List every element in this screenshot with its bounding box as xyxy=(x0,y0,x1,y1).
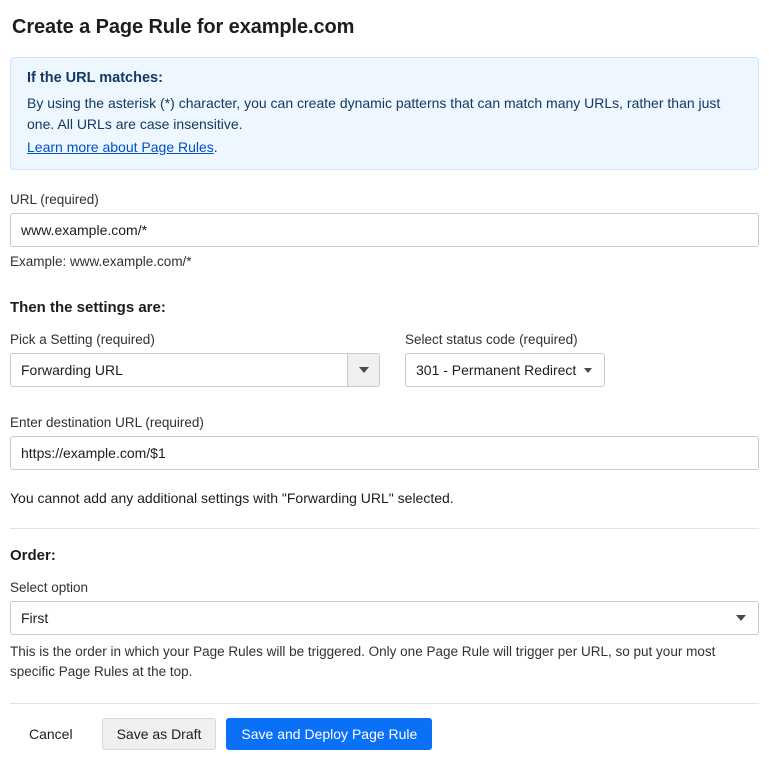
footer-divider xyxy=(10,703,759,704)
destination-group xyxy=(10,415,759,470)
destination-input[interactable] xyxy=(10,436,759,470)
destination-label: Enter destination URL (required) xyxy=(10,415,204,430)
url-field-helper: Example: www.example.com/* xyxy=(10,254,192,269)
info-box-body: By using the asterisk (*) character, you can create dynamic patterns that can match many URLs, rather than just one. All URLs are case insensitive. xyxy=(27,95,721,132)
url-input[interactable] xyxy=(10,213,759,247)
pick-setting-label: Pick a Setting (required) xyxy=(10,332,155,347)
chevron-down-icon xyxy=(584,368,592,373)
info-box-link-suffix: . xyxy=(213,139,218,155)
form-actions xyxy=(10,718,759,750)
settings-row xyxy=(10,332,759,387)
page-title: Create a Page Rule for example.com xyxy=(12,16,355,38)
order-select-value: First xyxy=(21,610,49,626)
settings-note: You cannot add any additional settings with "Forwarding URL" selected. xyxy=(10,490,454,506)
chevron-down-icon[interactable] xyxy=(347,354,379,386)
status-code-value: 301 - Permanent Redirect xyxy=(416,362,577,378)
learn-more-page-rules-link[interactable]: Learn more about Page Rules xyxy=(27,139,214,155)
section-divider xyxy=(10,528,759,529)
status-code-group xyxy=(405,332,735,387)
chevron-down-icon xyxy=(736,615,746,621)
save-and-deploy-button[interactable]: Save and Deploy Page Rule xyxy=(226,718,432,750)
order-help-text: This is the order in which your Page Rules will be triggered. Only one Page Rule will trigger per URL, so put your most specific Page Rules at the top. xyxy=(10,644,716,679)
url-field-label: URL (required) xyxy=(10,192,99,207)
status-code-label: Select status code (required) xyxy=(405,332,578,347)
order-heading: Order: xyxy=(10,547,56,564)
cancel-button[interactable]: Cancel xyxy=(10,718,92,750)
save-as-draft-button[interactable]: Save as Draft xyxy=(102,718,217,750)
pick-setting-group xyxy=(10,332,380,387)
pick-setting-value: Forwarding URL xyxy=(21,362,123,378)
settings-heading: Then the settings are: xyxy=(10,299,166,316)
pick-setting-select[interactable] xyxy=(10,353,380,387)
status-code-select[interactable] xyxy=(405,353,605,387)
info-box-heading: If the URL matches: xyxy=(27,70,163,86)
order-select-label: Select option xyxy=(10,580,89,595)
url-match-info-box xyxy=(10,57,759,170)
info-box-link-line xyxy=(27,139,742,155)
order-select[interactable] xyxy=(10,601,759,635)
